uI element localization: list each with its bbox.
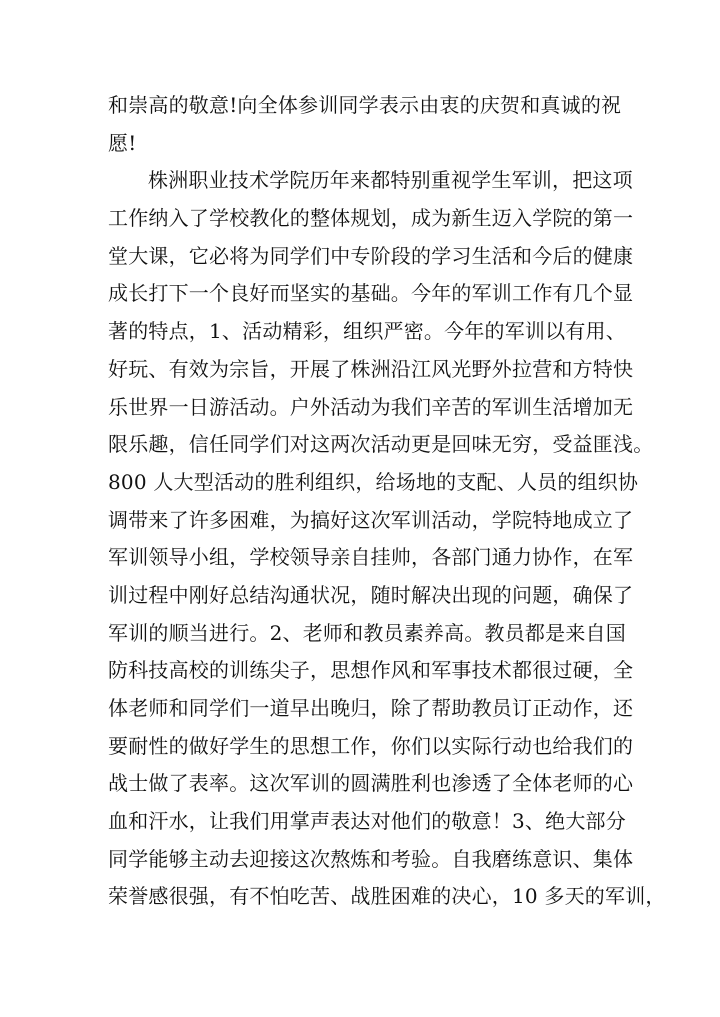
text-line: 800 人大型活动的胜利组织，给场地的支配、人员的组织协 — [108, 469, 639, 494]
text-line: 堂大课，它必将为同学们中专阶段的学习生活和今后的健康 — [108, 243, 634, 268]
text-line: 调带来了许多困难，为搞好这次军训活动，学院特地成立了 — [108, 507, 634, 532]
text-line: 要耐性的做好学生的思想工作，你们以实际行动也给我们的 — [108, 733, 634, 758]
text-line: 愿! — [108, 130, 137, 155]
text-line: 著的特点，1、活动精彩，组织严密。今年的军训以有用、 — [108, 319, 626, 344]
text-line: 工作纳入了学校教化的整体规划，成为新生迈入学院的第一 — [108, 206, 634, 231]
text-line: 体老师和同学们一道早出晚归，除了帮助教员订正动作，还 — [108, 696, 634, 720]
text-line: 血和汗水，让我们用掌声表达对他们的敬意！3、绝大部分 — [108, 809, 626, 834]
text-line: 乐世界一日游活动。户外活动为我们辛苦的军训生活增加无 — [108, 394, 634, 419]
text-line: 同学能够主动去迎接这次熬炼和考验。自我磨练意识、集体 — [108, 846, 634, 871]
text-line: 成长打下一个良好而坚实的基础。今年的军训工作有几个显 — [108, 281, 634, 306]
text-line: 军训领导小组，学校领导亲自挂帅，各部门通力协作，在军 — [108, 545, 634, 570]
text-line: 和崇高的敬意!向全体参训同学表示由衷的庆贺和真诚的祝 — [108, 93, 622, 117]
text-line: 株洲职业技术学院历年来都特别重视学生军训，把这项 — [148, 168, 633, 193]
document-body — [108, 87, 666, 916]
text-line: 防科技高校的训练尖子，思想作风和军事技术都很过硬，全 — [108, 658, 634, 683]
text-line: 荣誉感很强，有不怕吃苦、战胜困难的决心，10 多天的军训， — [108, 884, 666, 909]
text-line: 战士做了表率。这次军训的圆满胜利也渗透了全体老师的心 — [108, 771, 634, 796]
text-line: 好玩、有效为宗旨，开展了株洲沿江风光野外拉营和方特快 — [108, 356, 634, 381]
text-line: 训过程中刚好总结沟通状况，随时解决出现的问题，确保了 — [108, 582, 634, 607]
text-line: 限乐趣，信任同学们对这两次活动更是回味无穷，受益匪浅。 — [108, 432, 654, 457]
text-line: 军训的顺当进行。2、老师和教员素养高。教员都是来自国 — [108, 620, 626, 645]
